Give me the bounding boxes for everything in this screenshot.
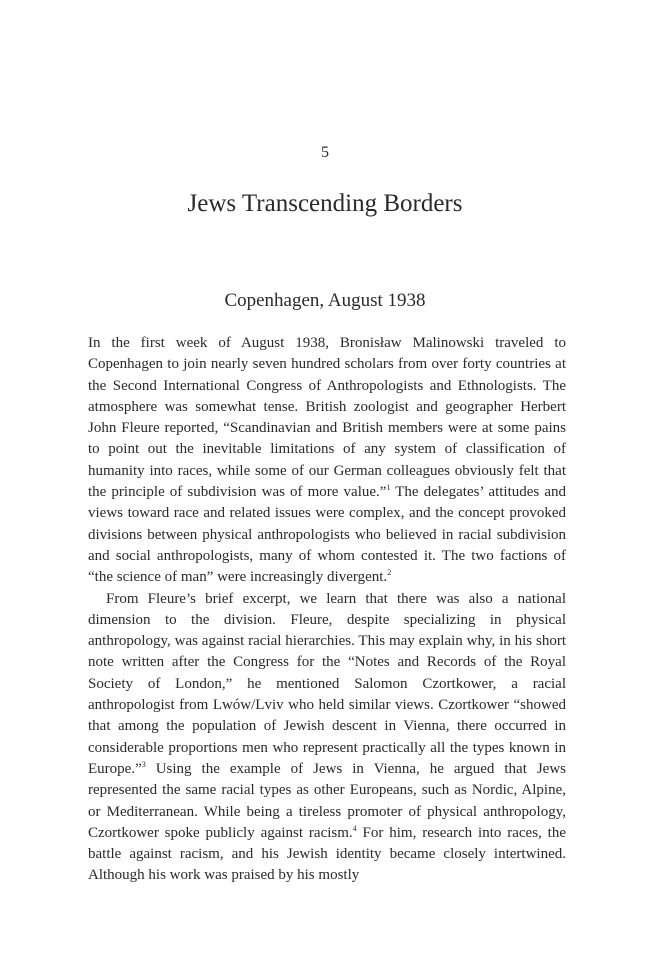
body-text <box>88 333 566 887</box>
chapter-title: Jews Transcending Borders <box>187 190 463 217</box>
paragraph-2-text-b: Using the example of Jews in Vienna, he argued that Jews represented the same racial types as other Europeans, such as Nordic, Alpine, or Mediterranean. While being a tireless promoter of physical anthropology, Czortkower spoke publicly against racism. <box>88 760 566 841</box>
chapter-number: 5 <box>321 144 329 161</box>
footnote-marker-2[interactable]: 2 <box>387 568 392 578</box>
section-heading: Copenhagen, August 1938 <box>224 290 426 311</box>
paragraph-1-text-b: The delegates’ attitudes and views toward race and related issues were complex, and the concept provoked divisions between physical anthropologists who believed in racial subdivision and social anthropologists, many of whom contested it. The two factions of “the science of man” were increasingly divergent. <box>88 484 566 586</box>
footnote-marker-1[interactable]: 1 <box>386 483 391 493</box>
paragraph-1 <box>88 333 566 589</box>
footnote-marker-4[interactable]: 4 <box>352 823 357 833</box>
footnote-marker-3[interactable]: 3 <box>141 759 146 769</box>
paragraph-2 <box>88 589 566 887</box>
paragraph-2-text-a: From Fleure’s brief excerpt, we learn that there was also a national dimension to the division. Fleure, despite specializing in physical anthropology, was against racial hierarchies. This may explain why, in his short note written after the Congress for the “Notes and Records of the Royal Society of London,” he mentioned Salomon Czortkower, a racial anthropologist from Lwów/Lviv who held similar views. Czortkower “showed that among the population of Jewish descent in Vienna, there occurred in considerable proportions men who represent practically all the types known in Europe.” <box>88 590 566 777</box>
paragraph-2-text-c: For him, research into races, the battle against racism, and his Jewish identity became closely intertwined. Although his work was praised by his mostly <box>88 824 566 884</box>
paragraph-1-text-a: In the first week of August 1938, Bronisław Malinowski traveled to Copenhagen to join nearly seven hundred scholars from over forty countries at the Second International Congress of Anthropologists and Ethnologists. The atmosphere was somewhat tense. British zoologist and geographer Herbert John Fleure reported, “Scandinavian and British members were at some pains to point out the inevitable limitations of any system of classification of humanity into races, while some of our German colleagues obviously felt that the principle of subdivision was of more value.” <box>88 335 566 501</box>
